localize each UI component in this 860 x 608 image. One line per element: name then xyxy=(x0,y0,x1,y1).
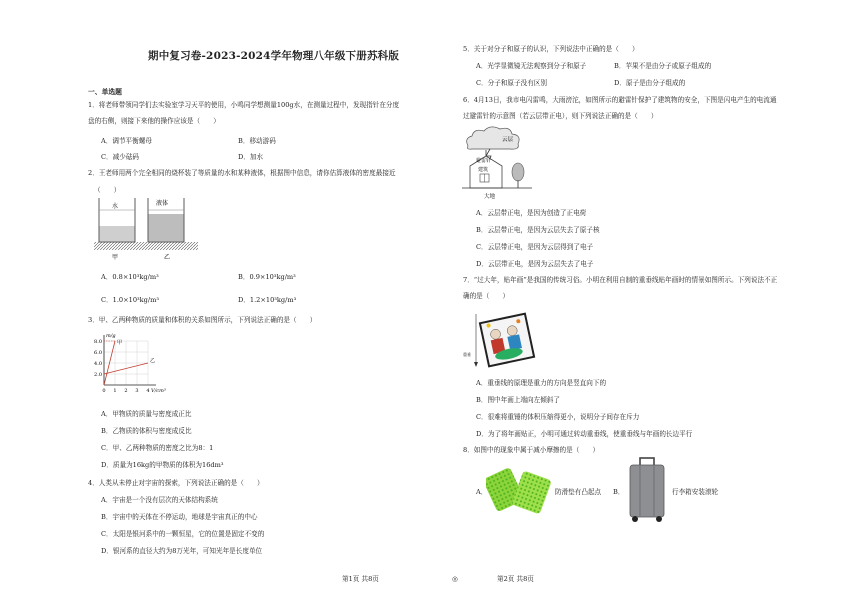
x-tick-label: 2 xyxy=(124,388,128,394)
label-ground: 大地 xyxy=(484,194,496,200)
q1-stem-line1: 1．将老师带领同学们去实验室学习天平的使用，小鸣同学想测量100g水，在测量过程中，发现指针在分度 xyxy=(88,101,400,109)
label-liquid: 液体 xyxy=(156,200,169,207)
x-axis-label: V/cm³ xyxy=(151,388,166,394)
y-tick-label: 4.0 xyxy=(94,361,102,367)
footer-page-left: 第1页 共8页 xyxy=(342,575,379,583)
q2-stem-line1: 2．王老师用两个完全相同的烧杯装了等质量的水和某种液体，根据图中信息，请你估算液体的密度最接近 xyxy=(88,169,396,177)
q6-option-c[interactable]: C．云层带正电，是因为云层得到了电子 xyxy=(476,243,594,251)
q5-stem: 5．关于对分子和原子的认识，下列说法中正确的是（ ） xyxy=(463,45,639,53)
q6-option-a[interactable]: A．云层带正电，是因为创造了正电荷 xyxy=(476,209,587,217)
q3-stem: 3．甲、乙两种物质的质量和体积的关系如图所示，下列说法正确的是（ ） xyxy=(88,316,317,324)
q8-option-b-text: 行李箱安装滚轮 xyxy=(672,488,719,496)
y-tick-label: 2.0 xyxy=(94,372,102,378)
table-base xyxy=(94,242,198,250)
q7-stem-line2: 确的是（ ） xyxy=(463,292,510,300)
q4-option-b[interactable]: B．宇宙中的天体在不停运动，地球是宇宙真正的中心 xyxy=(101,513,258,521)
label-cloud: 云层 xyxy=(502,137,514,143)
q4-option-d[interactable]: D．银河系的直径大约为8万光年，可知光年是长度单位 xyxy=(101,547,263,555)
q8-option-b-letter[interactable]: B． xyxy=(613,488,625,496)
lightning-rod-figure xyxy=(462,124,534,200)
section-heading: 一、单选题 xyxy=(88,88,122,96)
q4-option-c[interactable]: C．太阳是银河系中的一颗恒星，它的位置是固定不变的 xyxy=(101,530,265,538)
q1-option-a[interactable]: A．调节平衡螺母 xyxy=(101,137,152,145)
q2-stem-line2: （ ） xyxy=(94,186,121,194)
wheel-2 xyxy=(656,516,662,522)
q1-option-c[interactable]: C．减少砝码 xyxy=(101,153,140,161)
footer-separator: ◎ xyxy=(452,575,458,583)
q8-option-a-text: 防滑垫有凸起点 xyxy=(555,488,602,496)
x-tick-label: 4 xyxy=(146,388,150,394)
q2-option-a[interactable]: A．0.8×10³kg/m³ xyxy=(101,273,159,281)
q5-option-c[interactable]: C．分子和原子没有区别 xyxy=(476,79,547,87)
q8-option-a-letter[interactable]: A． xyxy=(476,488,488,496)
liquid-fill xyxy=(149,214,184,242)
q7-option-c[interactable]: C．很难将重锤的体积压缩得更小，说明分子间存在斥力 xyxy=(476,413,640,421)
q4-stem: 4．人类从未停止对宇宙的探索，下列说法正确的是（ ） xyxy=(88,479,264,487)
q2-option-b[interactable]: B．0.9×10³kg/m³ xyxy=(238,273,296,281)
q3-option-d[interactable]: D．质量为16kg的甲物质的体积为16dm³ xyxy=(101,461,224,469)
q7-option-d[interactable]: D．为了将年画贴正，小明可通过转动重垂线，使重垂线与年画的长边平行 xyxy=(476,430,693,438)
label-plumb: 重垂 xyxy=(463,352,471,357)
q3-option-a[interactable]: A．甲物质的质量与密度成正比 xyxy=(101,410,192,418)
label-water: 水 xyxy=(112,203,119,210)
q1-stem-line2: 盘的右侧，则接下来他的操作应该是（ ） xyxy=(88,117,220,125)
x-tick-label: 3 xyxy=(135,388,139,394)
mat-dots-2 xyxy=(511,470,552,514)
q7-stem-line1: 7．“过大年，贴年画”是我国的传统习俗。小明在利用自制的重垂线贴年画时的情景如图所示。下列说法不正 xyxy=(463,276,778,284)
q6-option-d[interactable]: D．云层带正电，是因为云层失去了电子 xyxy=(476,260,594,268)
series-label-yi: 乙 xyxy=(150,357,156,364)
beakers-figure xyxy=(94,196,204,264)
q3-option-c[interactable]: C．甲、乙两种物质的密度之比为8：1 xyxy=(101,444,214,452)
q7-option-b[interactable]: B．图中年画上端向左倾斜了 xyxy=(476,396,560,404)
q6-option-b[interactable]: B．云层带正电，是因为云层失去了原子核 xyxy=(476,226,600,234)
water-fill xyxy=(100,226,135,242)
y-tick-label: 8.0 xyxy=(94,339,102,345)
label-rod: 避雷针 xyxy=(476,158,492,164)
q2-option-c[interactable]: C．1.0×10³kg/m³ xyxy=(101,296,160,304)
label-yi: 乙 xyxy=(164,254,171,261)
plumb-bob-icon xyxy=(474,362,478,367)
mass-volume-chart xyxy=(86,333,166,405)
x-tick-label: 0 xyxy=(102,388,106,394)
tree-icon xyxy=(512,163,524,181)
y-tick-label: 6.0 xyxy=(94,350,102,356)
q1-option-b[interactable]: B．移动游码 xyxy=(238,137,276,145)
label-jia: 甲 xyxy=(112,254,119,261)
q5-option-d[interactable]: D．原子是由分子组成的 xyxy=(614,79,686,87)
luggage-icon xyxy=(626,456,668,524)
picture-frame xyxy=(480,314,534,367)
y-axis-label: m/g xyxy=(106,333,116,339)
q5-option-b[interactable]: B．苹果不是由分子或原子组成的 xyxy=(614,62,712,70)
wheel-1 xyxy=(632,516,638,522)
label-building: 建筑 xyxy=(478,167,489,173)
q8-stem: 8．如图中的现象中属于减小摩擦的是（ ） xyxy=(463,446,600,454)
q6-stem-line2: 过避雷针的示意图（若云层带正电），则下列说法正确的是（ ） xyxy=(463,112,658,120)
q7-option-a[interactable]: A．重垂线的原理是重力的方向是竖直向下的 xyxy=(476,379,607,387)
q4-option-a[interactable]: A．宇宙是一个没有层次的天体结构系统 xyxy=(101,496,218,504)
q1-option-d[interactable]: D．加水 xyxy=(238,153,264,161)
page-title: 期中复习卷-2023-2024学年物理八年级下册苏科版 xyxy=(148,50,400,62)
q6-stem-line1: 6．4月13日，我市电闪雷鸣，大雨滂沱，如图所示的避雷针保护了建筑物的安全，下图是闪电产生的电流通 xyxy=(463,96,777,104)
footer-page-right: 第2页 共8页 xyxy=(497,575,534,583)
q2-option-d[interactable]: D．1.2×10³kg/m³ xyxy=(238,296,297,304)
anti-slip-mat-icon xyxy=(486,462,552,524)
luggage-body xyxy=(630,465,664,517)
new-year-picture-figure xyxy=(462,312,538,372)
q5-option-a[interactable]: A．光学显微镜无法观察到分子和原子 xyxy=(476,62,587,70)
q3-option-b[interactable]: B．乙物质的体积与密度成反比 xyxy=(101,427,192,435)
x-tick-label: 1 xyxy=(113,388,117,394)
series-label-jia: 甲 xyxy=(117,339,123,346)
